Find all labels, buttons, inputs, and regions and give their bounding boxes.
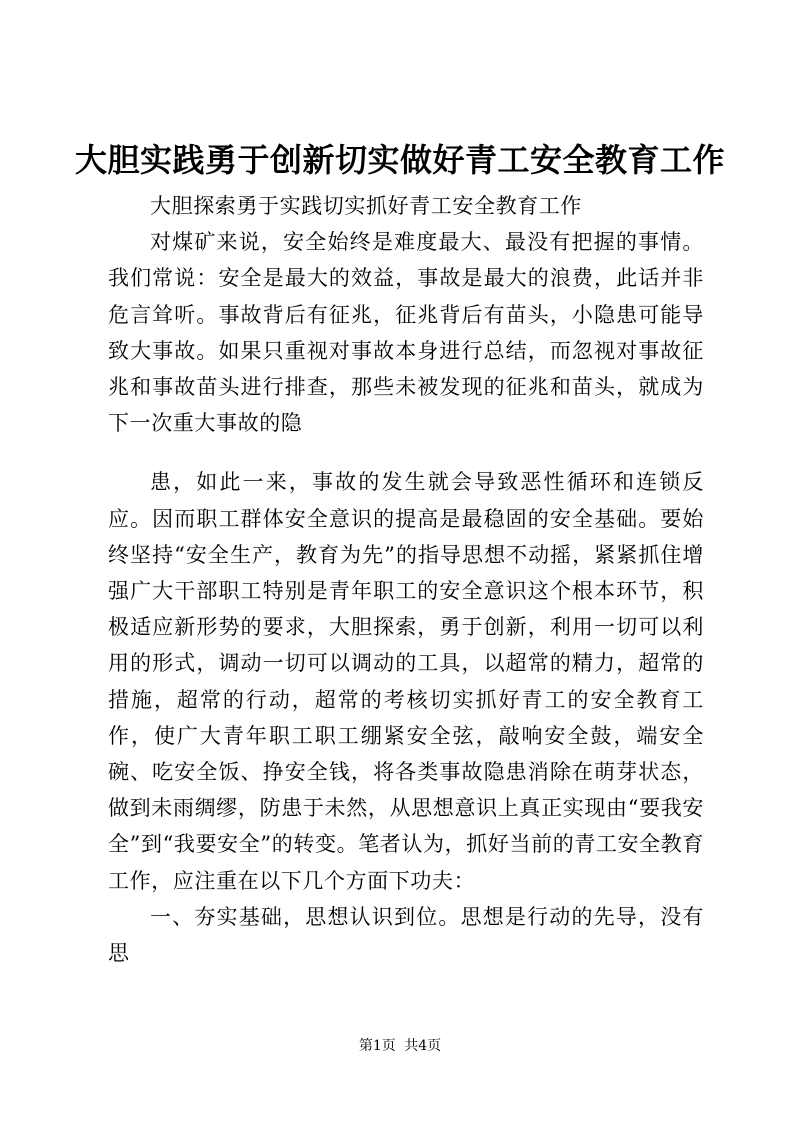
document-body — [108, 188, 704, 971]
paragraph-main: 患，如此一来，事故的发生就会导致恶性循环和连锁反应。因而职工群体安全意识的提高是最稳固的安全基础。要始终坚持“安全生产，教育为先”的指导思想不动摇，紧紧抓住增强广大干部职工特别是青年职工的安全意识这个根本环节，积极适应新形势的要求，大胆探索，勇于创新，利用一切可以利用的形式，调动一切可以调动的工具，以超常的精力，超常的措施，超常的行动，超常的考核切实抓好青工的安全教育工作，使广大青年职工职工绷紧安全弦，敲响安全鼓，端安全碗、吃安全饭、挣安全钱，将各类事故隐患消除在萌芽状态，做到未雨绸缪，防患于未然，从思想意识上真正实现由“要我安全”到“我要安全”的转变。笔者认为，抓好当前的青工安全教育工作，应注重在以下几个方面下功夫： — [108, 470, 704, 893]
paragraph-subtitle: 大胆探索勇于实践切实抓好青工安全教育工作 — [150, 194, 582, 218]
document-title: 大胆实践勇于创新切实做好青工安全教育工作 — [74, 141, 725, 179]
page-total: 共4页 — [404, 1038, 442, 1054]
page-footer — [0, 1036, 800, 1056]
paragraph-section-one: 一、夯实基础，思想认识到位。思想是行动的先导，没有思 — [108, 904, 704, 966]
page-number: 第1页 — [358, 1038, 396, 1054]
paragraph-intro: 对煤矿来说，安全始终是难度最大、最没有把握的事情。我们常说：安全是最大的效益，事故是最大的浪费，此话并非危言耸听。事故背后有征兆，征兆背后有苗头，小隐患可能导致大事故。如果只重视对事故本身进行总结，而忽视对事故征兆和事故苗头进行排查，那些未被发现的征兆和苗头，就成为下一次重大事故的隐 — [108, 230, 704, 436]
